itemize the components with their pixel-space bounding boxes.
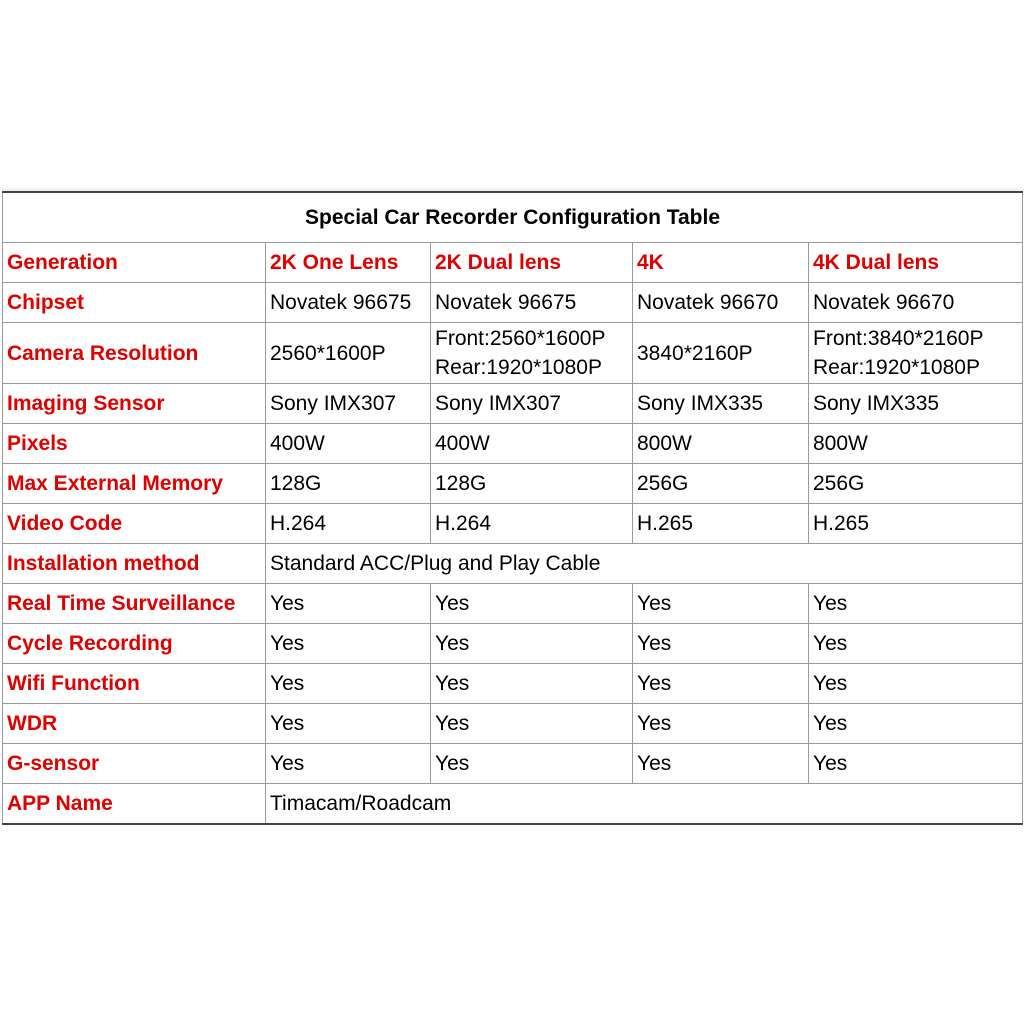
table-cell: 800W [633, 424, 809, 464]
table-row [3, 624, 1023, 664]
row-label-installation-method: Installation method [3, 544, 266, 584]
config-table-container [2, 191, 1022, 825]
table-cell: Sony IMX335 [809, 384, 1023, 424]
row-label-chipset: Chipset [3, 283, 266, 323]
table-cell: 3840*2160P [633, 323, 809, 384]
table-cell: Yes [431, 584, 633, 624]
table-title: Special Car Recorder Configuration Table [3, 192, 1023, 243]
table-cell: H.264 [266, 504, 431, 544]
table-cell: Yes [633, 744, 809, 784]
title-row [3, 192, 1023, 243]
table-cell: 128G [431, 464, 633, 504]
front-resolution: Front:3840*2160P [813, 327, 984, 350]
generation-cell: 4K [633, 243, 809, 283]
table-cell [431, 323, 633, 384]
table-row [3, 744, 1023, 784]
table-cell: Novatek 96670 [633, 283, 809, 323]
table-row [3, 544, 1023, 584]
table-cell: H.265 [809, 504, 1023, 544]
table-row [3, 664, 1023, 704]
table-row [3, 243, 1023, 283]
table-cell: Yes [809, 744, 1023, 784]
rear-resolution: Rear:1920*1080P [813, 356, 980, 379]
table-cell: Sony IMX307 [431, 384, 633, 424]
configuration-table [2, 191, 1023, 825]
row-label-imaging-sensor: Imaging Sensor [3, 384, 266, 424]
table-cell-merged: Timacam/Roadcam [266, 784, 1023, 825]
table-cell: Sony IMX335 [633, 384, 809, 424]
table-row [3, 784, 1023, 825]
table-cell: Yes [431, 624, 633, 664]
rear-resolution: Rear:1920*1080P [435, 356, 602, 379]
table-cell: Yes [266, 744, 431, 784]
table-cell: 256G [633, 464, 809, 504]
table-cell: Yes [266, 584, 431, 624]
table-cell: Yes [809, 584, 1023, 624]
table-cell: Yes [633, 704, 809, 744]
table-cell: Yes [809, 704, 1023, 744]
generation-cell: 4K Dual lens [809, 243, 1023, 283]
table-cell: Yes [266, 704, 431, 744]
row-label-wdr: WDR [3, 704, 266, 744]
table-cell: 128G [266, 464, 431, 504]
table-row [3, 464, 1023, 504]
table-cell: 800W [809, 424, 1023, 464]
row-label-app-name: APP Name [3, 784, 266, 825]
table-cell: Yes [431, 704, 633, 744]
generation-cell: 2K Dual lens [431, 243, 633, 283]
row-label-video-code: Video Code [3, 504, 266, 544]
table-cell: Yes [633, 664, 809, 704]
table-cell-merged: Standard ACC/Plug and Play Cable [266, 544, 1023, 584]
row-label-camera-resolution: Camera Resolution [3, 323, 266, 384]
table-cell: 2560*1600P [266, 323, 431, 384]
table-cell: Yes [431, 664, 633, 704]
table-cell: Yes [809, 664, 1023, 704]
table-row [3, 283, 1023, 323]
generation-cell: 2K One Lens [266, 243, 431, 283]
table-cell: Yes [633, 584, 809, 624]
row-label-real-time-surveillance: Real Time Surveillance [3, 584, 266, 624]
table-cell: H.265 [633, 504, 809, 544]
table-cell: H.264 [431, 504, 633, 544]
row-label-cycle-recording: Cycle Recording [3, 624, 266, 664]
table-cell: Novatek 96670 [809, 283, 1023, 323]
front-resolution: Front:2560*1600P [435, 327, 606, 350]
table-cell: Yes [266, 624, 431, 664]
table-cell: Yes [809, 624, 1023, 664]
table-cell: Novatek 96675 [266, 283, 431, 323]
row-label-wifi-function: Wifi Function [3, 664, 266, 704]
table-row [3, 504, 1023, 544]
table-row [3, 704, 1023, 744]
table-row [3, 323, 1023, 384]
row-label-generation: Generation [3, 243, 266, 283]
table-cell [809, 323, 1023, 384]
table-row [3, 384, 1023, 424]
table-cell: Yes [431, 744, 633, 784]
table-cell: Novatek 96675 [431, 283, 633, 323]
table-row [3, 584, 1023, 624]
table-cell: Yes [266, 664, 431, 704]
table-cell: 400W [431, 424, 633, 464]
table-row [3, 424, 1023, 464]
table-cell: 256G [809, 464, 1023, 504]
row-label-max-external-memory: Max External Memory [3, 464, 266, 504]
row-label-pixels: Pixels [3, 424, 266, 464]
table-cell: Sony IMX307 [266, 384, 431, 424]
row-label-g-sensor: G-sensor [3, 744, 266, 784]
table-cell: 400W [266, 424, 431, 464]
table-cell: Yes [633, 624, 809, 664]
